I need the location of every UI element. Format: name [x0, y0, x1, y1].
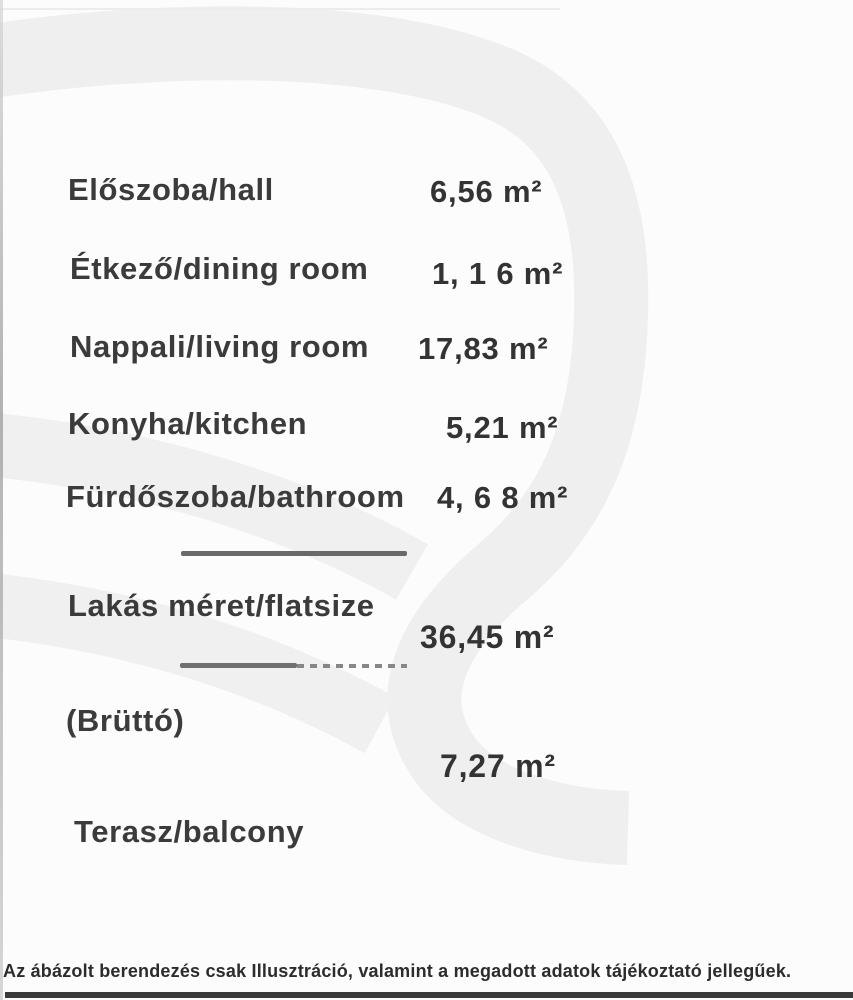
disclaimer-text: Az ábázolt berendezés csak Illusztráció, valamint a megadott adatok tájékoztató jellegűek. — [3, 961, 792, 981]
scan-edge-left — [0, 0, 3, 1000]
room-label-bathroom: Fürdőszoba/bathroom — [66, 479, 405, 514]
room-label-dining: Étkező/dining room — [70, 251, 369, 286]
room-value-dining: 1, 1 6 m² — [432, 256, 564, 291]
room-value-living: 17,83 m² — [418, 331, 549, 366]
room-value-kitchen: 5,21 m² — [446, 410, 559, 445]
gross-label: (Brüttó) — [66, 703, 185, 738]
room-value-hall: 6,56 m² — [430, 174, 543, 209]
room-label-living: Nappali/living room — [70, 329, 370, 364]
divider-line-bottom-dashed — [297, 664, 407, 668]
bottom-rule — [5, 992, 853, 998]
scan-edge-top — [0, 8, 560, 10]
balcony-label: Terasz/balcony — [74, 814, 305, 849]
divider-line-top — [181, 551, 407, 556]
room-label-hall: Előszoba/hall — [68, 172, 274, 207]
room-value-bathroom: 4, 6 8 m² — [437, 480, 569, 515]
room-label-kitchen: Konyha/kitchen — [68, 406, 308, 441]
flatsize-value: 36,45 m² — [420, 619, 555, 655]
balcony-value: 7,27 m² — [440, 748, 556, 784]
divider-line-bottom-solid — [180, 663, 297, 668]
flatsize-label: Lakás méret/flatsize — [68, 588, 375, 623]
